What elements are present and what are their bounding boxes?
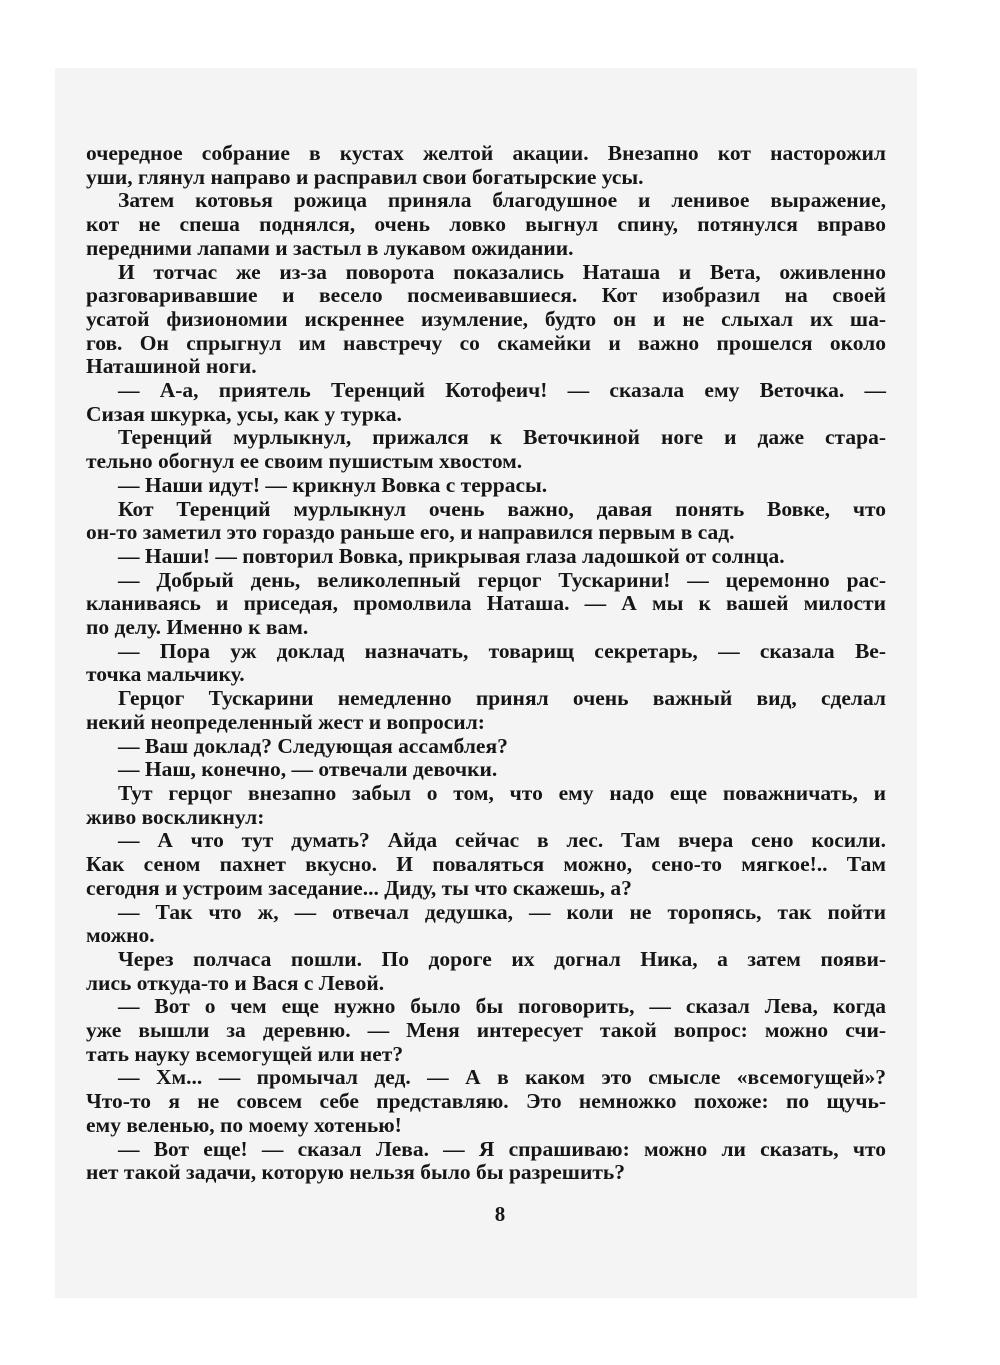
text-line: кланиваясь и приседая, промолвила Наташа. — А мы к вашей милости <box>86 591 886 616</box>
text-line: — Наш, конечно, — отвечали девочки. <box>118 757 498 782</box>
text-line: Что-то я не совсем себе представляю. Это немножко похоже: по щучь- <box>86 1089 886 1114</box>
text-line: Затем котовья рожица приняла благодушное и ленивое выражение, <box>118 188 886 213</box>
text-line: некий неопределенный жест и вопросил: <box>86 709 485 734</box>
text-line: — Наши! — повторил Вовка, прикрывая глаза ладошкой от солнца. <box>118 543 785 568</box>
text-line: нет такой задачи, которую нельзя было бы разрешить? <box>86 1160 626 1185</box>
text-line: можно. <box>86 923 155 948</box>
text-line: очередное собрание в кустах желтой акации. Внезапно кот насторожил <box>86 141 886 165</box>
text-line: Тут герцог внезапно забыл о том, что ему надо еще поважничать, и <box>118 780 886 805</box>
text-line: усатой физиономии искреннее изумление, будто он и не слыхал их ша- <box>86 306 886 331</box>
text-line: — Наши идут! — крикнул Вовка с террасы. <box>118 472 548 497</box>
text-line: — Вот о чем еще нужно было бы поговорить, — сказал Лева, когда <box>118 994 886 1019</box>
text-line: Через полчаса пошли. По дороге их догнал Ника, а затем появи- <box>118 946 886 971</box>
text-line: передними лапами и застыл в лукавом ожидании. <box>86 235 574 260</box>
text-line: — Ваш доклад? Следующая ассамблея? <box>118 733 508 758</box>
text-line: тать науку всемогущей или нет? <box>86 1041 404 1066</box>
text-line: разговаривавшие и весело посмеивавшиеся. Кот изобразил на своей <box>86 283 886 308</box>
text-line: — Вот еще! — сказал Лева. — Я спрашиваю: можно ли сказать, что <box>118 1136 886 1161</box>
text-line: точка мальчику. <box>86 662 245 687</box>
text-line: по делу. Именно к вам. <box>86 615 309 640</box>
text-line: уже вышли за деревню. — Меня интересует такой вопрос: можно счи- <box>86 1018 886 1043</box>
page-number: 8 <box>494 1202 506 1226</box>
text-line: — А-а, приятель Теренций Котофеич! — сказала ему Веточка. — <box>118 378 886 403</box>
text-line: — Пора уж доклад назначать, товарищ секретарь, — сказала Ве- <box>118 638 886 663</box>
text-line: Кот Теренций мурлыкнул очень важно, давая понять Вовке, что <box>118 496 886 521</box>
text-line: Теренций мурлыкнул, прижался к Веточкиной ноге и даже стара- <box>118 425 886 450</box>
text-line: кот не спеша поднялся, очень ловко выгнул спину, потянулся вправо <box>86 212 886 237</box>
text-line: — Добрый день, великолепный герцог Тускарини! — церемонно рас- <box>118 567 886 592</box>
text-line: — Хм... — промычал дед. — А в каком это смысле «всемогущей»? <box>118 1065 886 1090</box>
text-line: И тотчас же из-за поворота показались Наташа и Вета, оживленно <box>118 259 886 284</box>
text-line: Сизая шкурка, усы, как у турка. <box>86 401 402 426</box>
text-line: живо воскликнул: <box>86 804 265 829</box>
text-line: он-то заметил это гораздо раньше его, и направился первым в сад. <box>86 520 735 545</box>
text-line: тельно обогнул ее своим пушистым хвостом. <box>86 449 523 474</box>
text-line: гов. Он спрыгнул им навстречу со скамейки и важно прошелся около <box>86 330 886 355</box>
text-line: ему веленью, по моему хотенью! <box>86 1112 402 1137</box>
text-line: — А что тут думать? Айда сейчас в лес. Там вчера сено косили. <box>118 828 886 853</box>
body-text <box>86 142 886 1185</box>
text-line: уши, глянул направо и расправил свои богатырские усы. <box>86 164 644 189</box>
text-line: Как сеном пахнет вкусно. И поваляться можно, сено-то мягкое!.. Там <box>86 852 886 877</box>
text-line: — Так что ж, — отвечал дедушка, — коли не торопясь, так пойти <box>118 899 886 924</box>
text-line: Герцог Тускарини немедленно принял очень важный вид, сделал <box>118 686 886 711</box>
text-line: лись откуда-то и Вася с Левой. <box>86 970 385 995</box>
text-line: Наташиной ноги. <box>86 354 257 379</box>
text-line: сегодня и устроим заседание... Диду, ты что скажешь, а? <box>86 875 632 900</box>
